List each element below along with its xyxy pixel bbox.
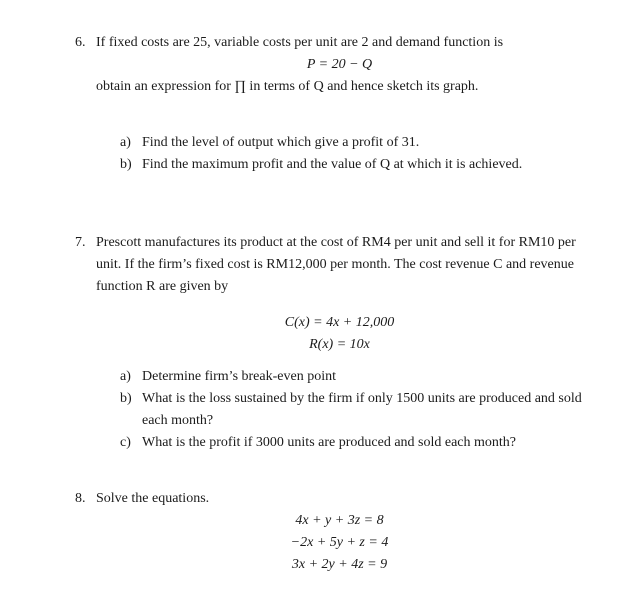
problem-6-subitem-b [120, 154, 583, 176]
problem-7 [75, 232, 583, 454]
problem-8-instruction: Solve the equations. [96, 491, 210, 506]
problem-8-equation-1: 4x + y + 3z = 8 [295, 513, 384, 528]
problem-7-cost-equation: C(x) = 4x + 12,000 [284, 315, 395, 330]
problem-6-subitem-a-text: Find the level of output which give a profit of 31. [142, 135, 420, 150]
problem-8-equation-2: −2x + 5y + z = 4 [290, 535, 389, 550]
problem-6 [75, 32, 583, 176]
problem-6-subitem-b-text: Find the maximum profit and the value of Q at which it is achieved. [142, 157, 523, 172]
problem-6-demand-equation: P = 20 − Q [306, 57, 373, 72]
problem-7-subitem-c [120, 432, 583, 454]
problem-7-subitem-b [120, 388, 583, 432]
problem-7-subitem-c-label: c) [120, 435, 131, 450]
problem-8-body [96, 488, 583, 576]
problem-6-subitem-a [120, 132, 583, 154]
problem-8 [75, 488, 583, 576]
problem-8-equation-3: 3x + 2y + 4z = 9 [291, 557, 388, 572]
problem-6-intro: If fixed costs are 25, variable costs per unit are 2 and demand function is [96, 35, 504, 50]
problem-6-instruction: obtain an expression for ∏ in terms of Q and hence sketch its graph. [96, 79, 479, 94]
problem-7-subitem-a-text: Determine firm’s break-even point [142, 369, 336, 384]
problem-7-subitems [120, 366, 583, 454]
problem-7-subitem-c-text: What is the profit if 3000 units are produced and sold each month? [142, 435, 517, 450]
problem-7-number: 7. [75, 235, 86, 250]
problem-6-body [96, 32, 583, 176]
problem-6-subitems [120, 132, 583, 176]
problem-7-body [96, 232, 583, 454]
problem-7-subitem-b-label: b) [120, 391, 132, 406]
problem-6-number: 6. [75, 35, 86, 50]
problem-7-subitem-a [120, 366, 583, 388]
problem-7-subitem-a-label: a) [120, 369, 131, 384]
problem-8-number: 8. [75, 491, 86, 506]
problem-8-equations [96, 510, 583, 576]
problem-6-subitem-a-label: a) [120, 135, 131, 150]
problem-7-subitem-b-text: What is the loss sustained by the firm if only 1500 units are produced and sold each month? [142, 391, 582, 428]
problem-7-paragraph: Prescott manufactures its product at the cost of RM4 per unit and sell it for RM10 per unit. If the firm’s fixed cost is RM12,000 per month. The cost revenue C and revenue function R are given by [96, 235, 576, 294]
problem-7-equations [96, 312, 583, 356]
problem-6-subitem-b-label: b) [120, 157, 132, 172]
problem-7-revenue-equation: R(x) = 10x [309, 337, 370, 352]
